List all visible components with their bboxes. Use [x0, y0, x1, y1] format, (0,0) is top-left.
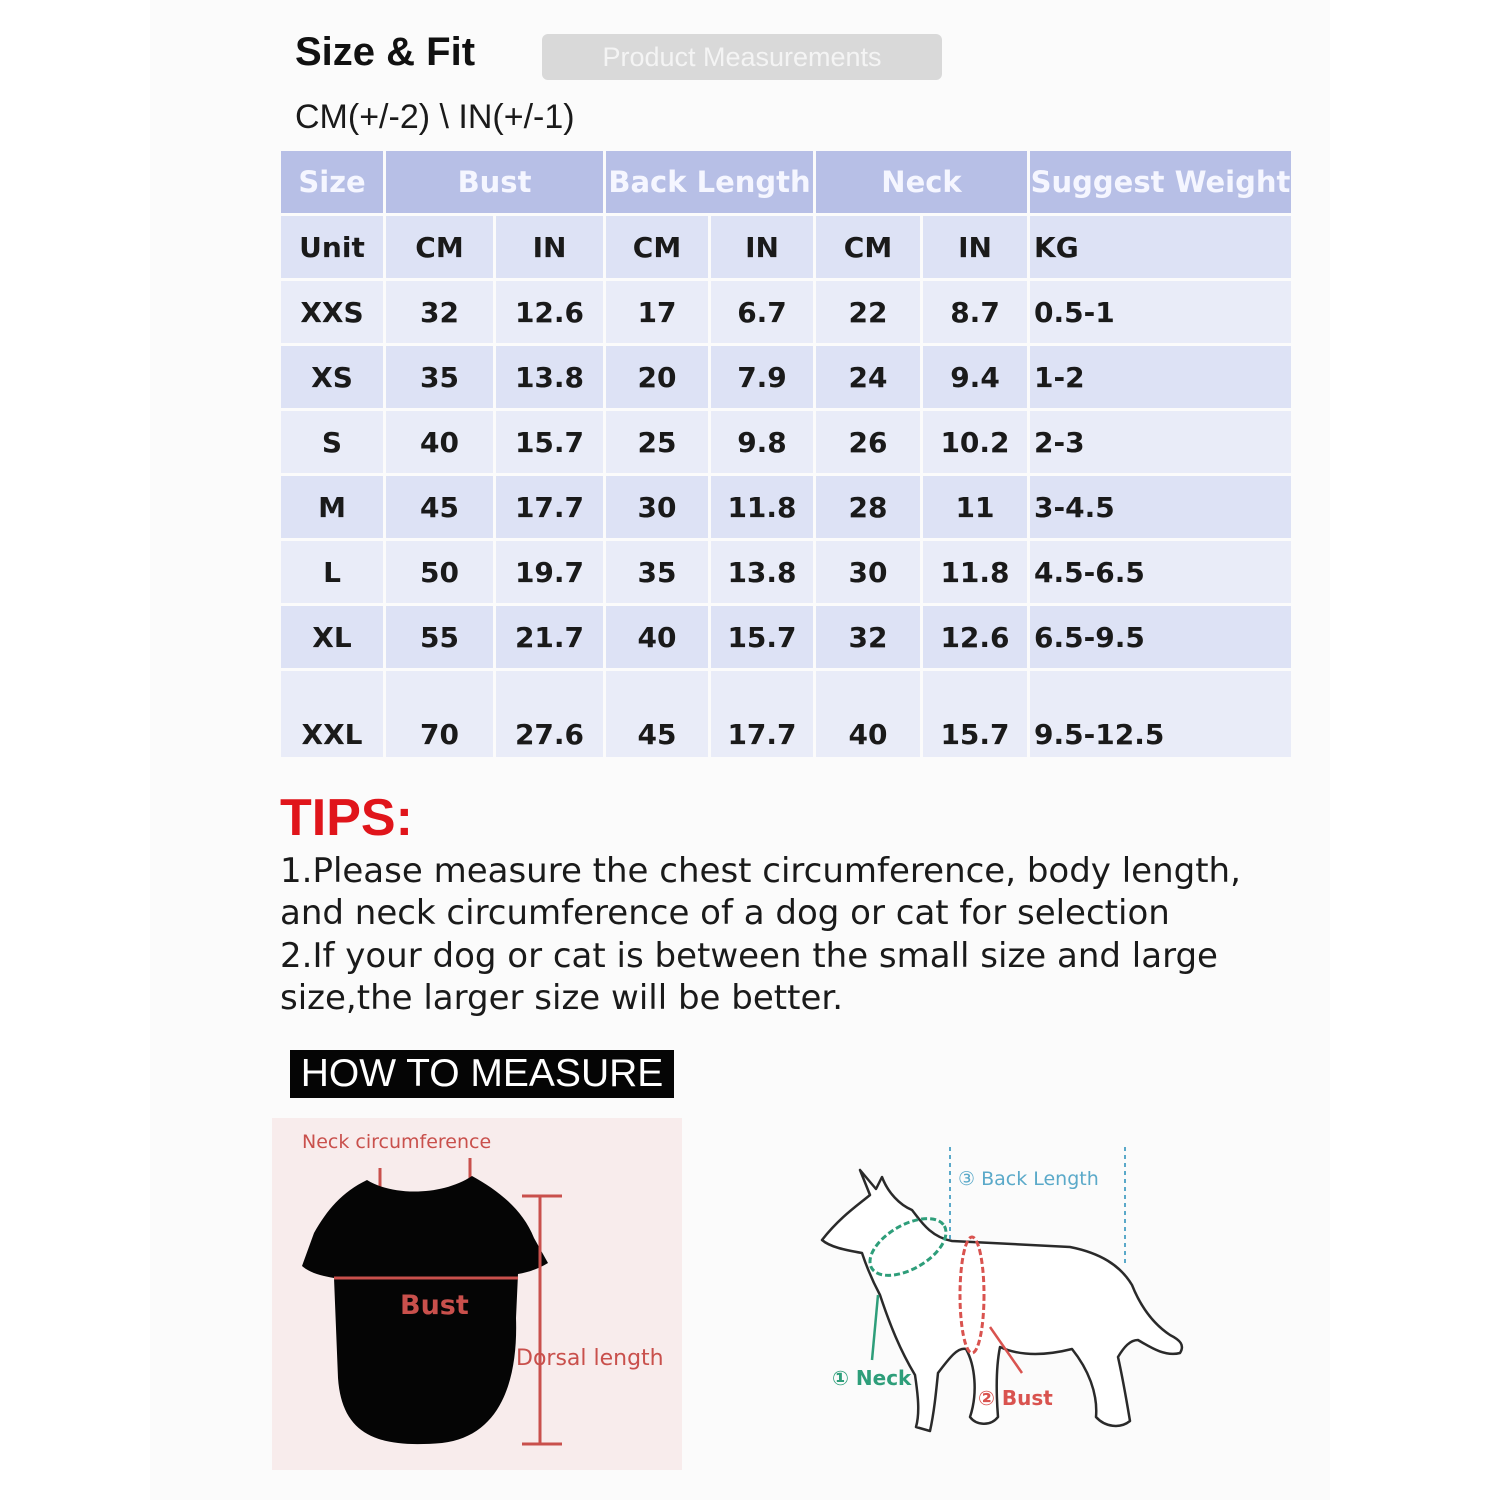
- table-cell: 35: [606, 541, 708, 603]
- table-row: [281, 541, 1291, 603]
- table-cell: 9.4: [923, 346, 1027, 408]
- neck-label: ① Neck: [832, 1366, 912, 1390]
- table-cell: 50: [386, 541, 493, 603]
- table-cell: 19.7: [496, 541, 603, 603]
- table-cell: XXS: [281, 281, 383, 343]
- table-cell: 15.7: [923, 671, 1027, 757]
- table-cell: 24: [816, 346, 920, 408]
- table-cell: 17.7: [711, 671, 813, 757]
- table-cell: 3-4.5: [1030, 476, 1291, 538]
- table-row: [281, 346, 1291, 408]
- table-cell: 2-3: [1030, 411, 1291, 473]
- unit-cell: IN: [923, 216, 1027, 278]
- table-cell: 27.6: [496, 671, 603, 757]
- tips-heading: TIPS:: [280, 789, 413, 847]
- table-cell: XS: [281, 346, 383, 408]
- table-cell: L: [281, 541, 383, 603]
- table-row: [281, 411, 1291, 473]
- unit-cell: CM: [816, 216, 920, 278]
- unit-cell: IN: [496, 216, 603, 278]
- unit-cell: CM: [386, 216, 493, 278]
- tip-item: 1.Please measure the chest circumference, body length, and neck circumference of a dog or cat for selection: [280, 851, 1241, 933]
- table-cell: 17.7: [496, 476, 603, 538]
- table-cell: XL: [281, 606, 383, 668]
- product-measurements-badge: Product Measurements: [542, 34, 942, 80]
- tolerance-note: CM(+/-2) \ IN(+/-1): [295, 98, 575, 136]
- size-chart-table: [278, 148, 1294, 760]
- neck-circumference-label: Neck circumference: [302, 1131, 492, 1153]
- header-suggest-weight: Suggest Weight: [1030, 151, 1291, 213]
- header-back-length: Back Length: [606, 151, 813, 213]
- table-cell: 55: [386, 606, 493, 668]
- back-length-label: ③ Back Length: [958, 1168, 1099, 1190]
- dorsal-length-label: Dorsal length: [516, 1346, 664, 1371]
- how-to-measure-banner: HOW TO MEASURE: [290, 1050, 674, 1098]
- table-cell: 13.8: [496, 346, 603, 408]
- table-cell: 32: [816, 606, 920, 668]
- table-row: [281, 606, 1291, 668]
- table-cell: 45: [386, 476, 493, 538]
- page-title: Size & Fit: [295, 30, 476, 74]
- table-cell: 11.8: [923, 541, 1027, 603]
- table-cell: 40: [816, 671, 920, 757]
- table-cell: 1-2: [1030, 346, 1291, 408]
- table-cell: 15.7: [496, 411, 603, 473]
- table-row: [281, 671, 1291, 757]
- table-cell: S: [281, 411, 383, 473]
- unit-cell: Unit: [281, 216, 383, 278]
- header-bust: Bust: [386, 151, 603, 213]
- table-group-header-row: [281, 151, 1291, 213]
- shirt-measure-panel: [272, 1118, 682, 1470]
- bust-label: ② Bust: [978, 1386, 1053, 1410]
- table-cell: M: [281, 476, 383, 538]
- table-cell: 10.2: [923, 411, 1027, 473]
- table-cell: 12.6: [496, 281, 603, 343]
- neck-pointer: [872, 1295, 878, 1360]
- table-cell: 13.8: [711, 541, 813, 603]
- unit-cell: IN: [711, 216, 813, 278]
- bust-label: Bust: [400, 1290, 469, 1321]
- table-cell: 4.5-6.5: [1030, 541, 1291, 603]
- table-cell: 45: [606, 671, 708, 757]
- unit-cell: CM: [606, 216, 708, 278]
- table-cell: 20: [606, 346, 708, 408]
- table-cell: 30: [606, 476, 708, 538]
- shirt-illustration: [272, 1118, 682, 1470]
- table-cell: 12.6: [923, 606, 1027, 668]
- table-cell: 26: [816, 411, 920, 473]
- header-size: Size: [281, 151, 383, 213]
- table-row: [281, 476, 1291, 538]
- table-cell: 35: [386, 346, 493, 408]
- table-cell: 0.5-1: [1030, 281, 1291, 343]
- dog-illustration: [800, 1135, 1220, 1465]
- table-unit-row: [281, 216, 1291, 278]
- table-cell: 8.7: [923, 281, 1027, 343]
- table-cell: 9.8: [711, 411, 813, 473]
- table-cell: 22: [816, 281, 920, 343]
- header-neck: Neck: [816, 151, 1027, 213]
- table-cell: 17: [606, 281, 708, 343]
- table-cell: 25: [606, 411, 708, 473]
- table-cell: 6.7: [711, 281, 813, 343]
- dog-measure-panel: [800, 1135, 1220, 1465]
- table-cell: 7.9: [711, 346, 813, 408]
- table-cell: 40: [606, 606, 708, 668]
- table-cell: 40: [386, 411, 493, 473]
- table-cell: 21.7: [496, 606, 603, 668]
- unit-cell: KG: [1030, 216, 1291, 278]
- table-cell: 6.5-9.5: [1030, 606, 1291, 668]
- tip-item: 2.If your dog or cat is between the small size and large size,the larger size will be better.: [280, 936, 1218, 1018]
- table-row: [281, 281, 1291, 343]
- table-cell: 30: [816, 541, 920, 603]
- table-cell: 28: [816, 476, 920, 538]
- table-cell: 15.7: [711, 606, 813, 668]
- table-cell: 32: [386, 281, 493, 343]
- table-cell: 70: [386, 671, 493, 757]
- table-cell: 11: [923, 476, 1027, 538]
- table-cell: XXL: [281, 671, 383, 757]
- table-cell: 9.5-12.5: [1030, 671, 1291, 757]
- table-cell: 11.8: [711, 476, 813, 538]
